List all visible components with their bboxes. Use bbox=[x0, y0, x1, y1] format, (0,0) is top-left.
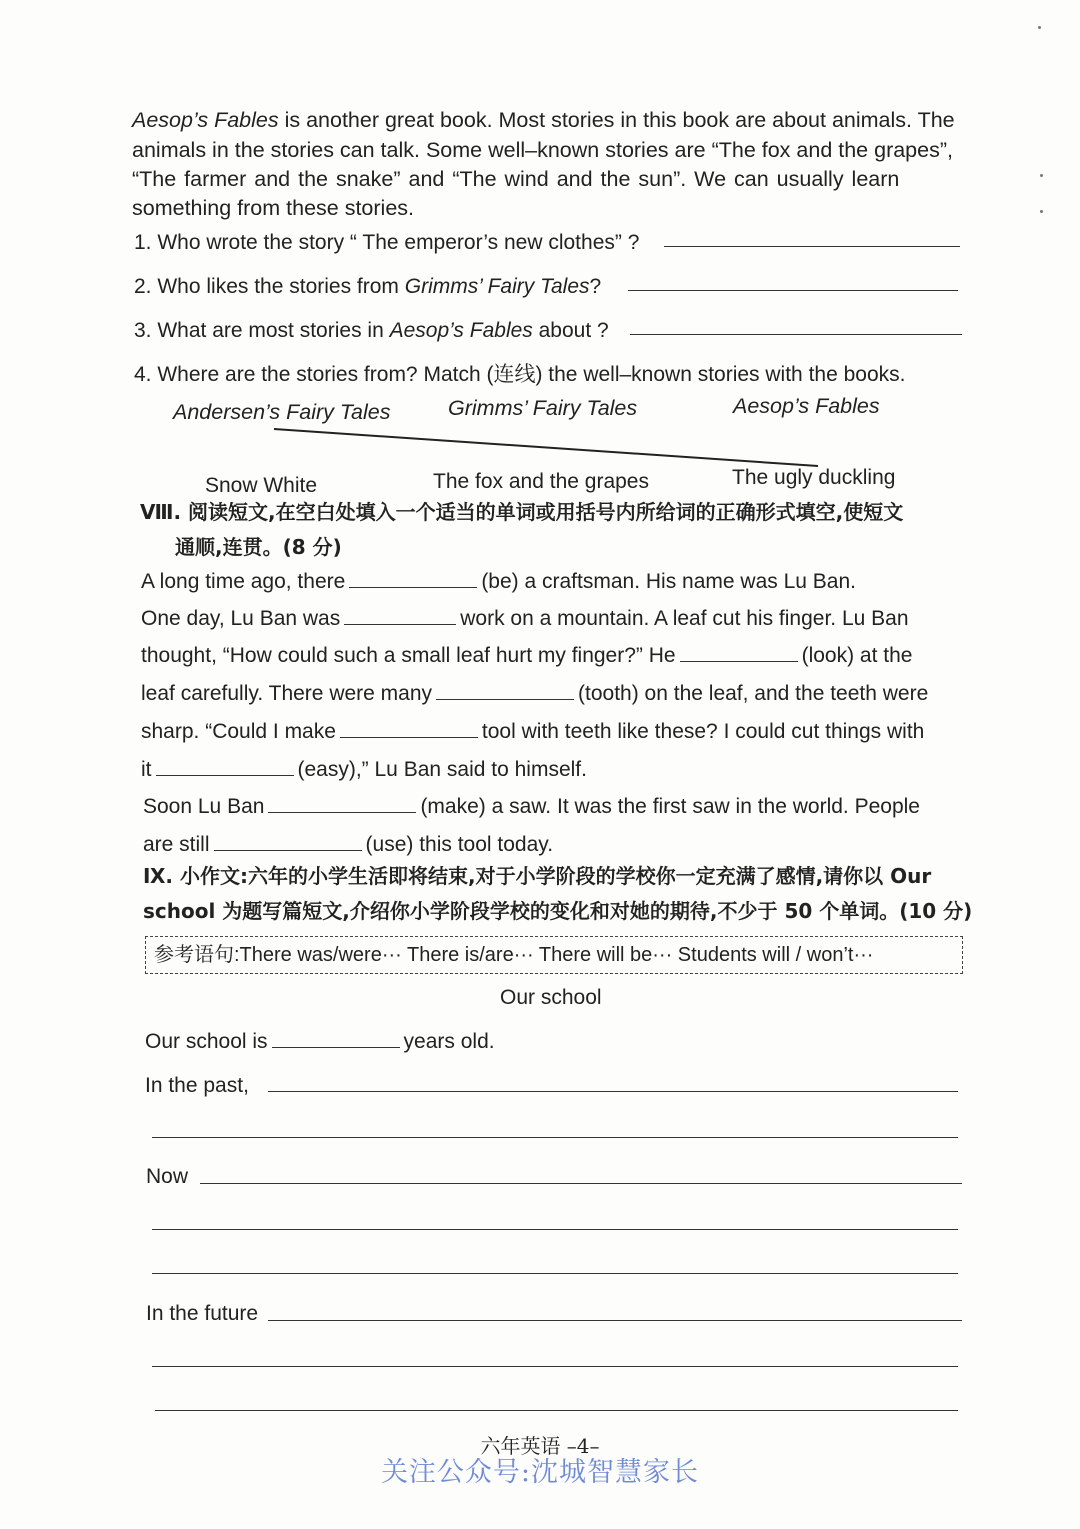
cloze-text: leaf carefully. There were many bbox=[141, 682, 433, 705]
cloze-text: (make) a saw. It was the first saw in the world. People bbox=[420, 795, 920, 818]
essay-now-line-3[interactable] bbox=[152, 1273, 958, 1274]
essay-text: years old. bbox=[403, 1030, 495, 1053]
cloze-text: it bbox=[141, 758, 152, 781]
passage-line-2: animals in the stories can talk. Some well–known stories are “The fox and the grapes”, bbox=[132, 138, 953, 162]
cloze-blank-8[interactable] bbox=[214, 830, 362, 851]
essay-text: Our school is bbox=[145, 1030, 268, 1053]
essay-title: Our school bbox=[500, 986, 602, 1009]
cloze-line-8 bbox=[143, 830, 553, 859]
essay-past-line-2[interactable] bbox=[152, 1137, 958, 1138]
cloze-blank-5[interactable] bbox=[340, 717, 478, 738]
question-1-text: 1. Who wrote the story “ The emperor’s new clothes” ? bbox=[134, 231, 640, 254]
cloze-text: One day, Lu Ban was bbox=[141, 607, 341, 630]
cloze-line-7 bbox=[143, 792, 920, 821]
watermark-text: 关注公众号:沈城智慧家长 bbox=[380, 1457, 700, 1488]
section-9-heading-line-2: school 为题写篇短文,介绍你小学阶段学校的变化和对她的期待,不少于 50 个单词。(10 分) bbox=[143, 899, 973, 923]
essay-now-line-1[interactable] bbox=[200, 1183, 962, 1184]
passage-text: is another great book. Most stories in this book are about animals. The bbox=[278, 108, 955, 132]
scan-speck bbox=[1038, 26, 1041, 29]
section-8-heading-line-1: Ⅷ. 阅读短文,在空白处填入一个适当的单词或用括号内所给词的正确形式填空,使短文 bbox=[140, 500, 904, 524]
match-story-fox-grapes: The fox and the grapes bbox=[433, 470, 649, 493]
cloze-text: (look) at the bbox=[801, 644, 913, 667]
cloze-blank-7[interactable] bbox=[268, 792, 416, 813]
scan-speck bbox=[1040, 210, 1043, 213]
cloze-text: work on a mountain. A leaf cut his finger. Lu Ban bbox=[460, 607, 909, 630]
page-number-label: 六年英语 –4– bbox=[480, 1434, 600, 1458]
book-title-aesop-q3: Aesop’s Fables bbox=[389, 319, 533, 342]
question-2-text: 2. Who likes the stories from bbox=[134, 275, 405, 298]
question-3-text: 3. What are most stories in bbox=[134, 319, 390, 342]
cloze-line-4 bbox=[141, 679, 928, 708]
essay-age-blank[interactable] bbox=[272, 1027, 400, 1048]
match-book-aesop-text: Aesop’s Fables bbox=[733, 394, 880, 418]
cloze-text: Soon Lu Ban bbox=[143, 795, 265, 818]
essay-future-line-1[interactable] bbox=[268, 1320, 962, 1321]
match-book-grimms-text: Grimms’ Fairy Tales bbox=[448, 396, 638, 420]
cloze-text: A long time ago, there bbox=[141, 570, 346, 593]
cloze-blank-4[interactable] bbox=[436, 679, 574, 700]
essay-future-line-2[interactable] bbox=[152, 1366, 958, 1367]
question-3-tail: about ? bbox=[532, 319, 609, 342]
cloze-text: (easy),” Lu Ban said to himself. bbox=[297, 758, 587, 781]
reference-sentences-box: 参考语句:There was/were··· There is/are··· There will be··· Students will / won’t··· bbox=[145, 936, 963, 974]
passage-line-3: “The farmer and the snake” and “The wind and the sun”. We can usually learn bbox=[132, 167, 900, 191]
scan-speck bbox=[1040, 174, 1043, 177]
cloze-blank-2[interactable] bbox=[344, 604, 456, 625]
cloze-text: (tooth) on the leaf, and the teeth were bbox=[578, 682, 929, 705]
cloze-blank-1[interactable] bbox=[349, 567, 477, 588]
match-story-snow-white: Snow White bbox=[205, 474, 318, 497]
essay-now-label: Now bbox=[146, 1165, 189, 1188]
essay-now-line-2[interactable] bbox=[152, 1229, 958, 1230]
section-8-heading-line-2: 通顺,连贯。(8 分) bbox=[175, 535, 342, 559]
cloze-blank-6[interactable] bbox=[156, 755, 294, 776]
cloze-text: thought, “How could such a small leaf hurt my finger?” He bbox=[141, 644, 676, 667]
match-connector-line bbox=[0, 0, 1080, 520]
cloze-text: (use) this tool today. bbox=[365, 833, 554, 856]
cloze-line-2 bbox=[141, 604, 909, 633]
cloze-text: are still bbox=[143, 833, 210, 856]
match-story-ugly-duckling: The ugly duckling bbox=[732, 466, 896, 489]
essay-past-line-1[interactable] bbox=[268, 1091, 958, 1092]
section-9-heading-line-1: Ⅸ. 小作文:六年的小学生活即将结束,对于小学阶段的学校你一定充满了感情,请你以 Our bbox=[143, 864, 932, 888]
match-book-andersen-text: Andersen’s Fairy Tales bbox=[173, 400, 391, 424]
cloze-line-1 bbox=[141, 567, 856, 596]
book-title-grimms: Grimms’ Fairy Tales bbox=[404, 275, 590, 298]
essay-past-label: In the past, bbox=[145, 1074, 249, 1097]
cloze-text: sharp. “Could I make bbox=[141, 720, 336, 743]
question-2-mark: ? bbox=[589, 275, 602, 298]
essay-future-line-3[interactable] bbox=[155, 1410, 958, 1411]
cloze-blank-3[interactable] bbox=[680, 641, 798, 662]
cloze-text: (be) a craftsman. His name was Lu Ban. bbox=[481, 570, 856, 593]
passage-line-4: something from these stories. bbox=[132, 196, 415, 220]
cloze-text: tool with teeth like these? I could cut things with bbox=[481, 720, 925, 743]
essay-age-line bbox=[145, 1027, 495, 1056]
essay-future-label: In the future bbox=[146, 1302, 259, 1325]
question-4: 4. Where are the stories from? Match (连线) the well–known stories with the books. bbox=[134, 363, 906, 386]
book-title-aesop: Aesop’s Fables bbox=[132, 108, 279, 132]
cloze-line-3 bbox=[141, 641, 912, 670]
cloze-line-6 bbox=[141, 755, 587, 784]
cloze-line-5 bbox=[141, 717, 924, 746]
